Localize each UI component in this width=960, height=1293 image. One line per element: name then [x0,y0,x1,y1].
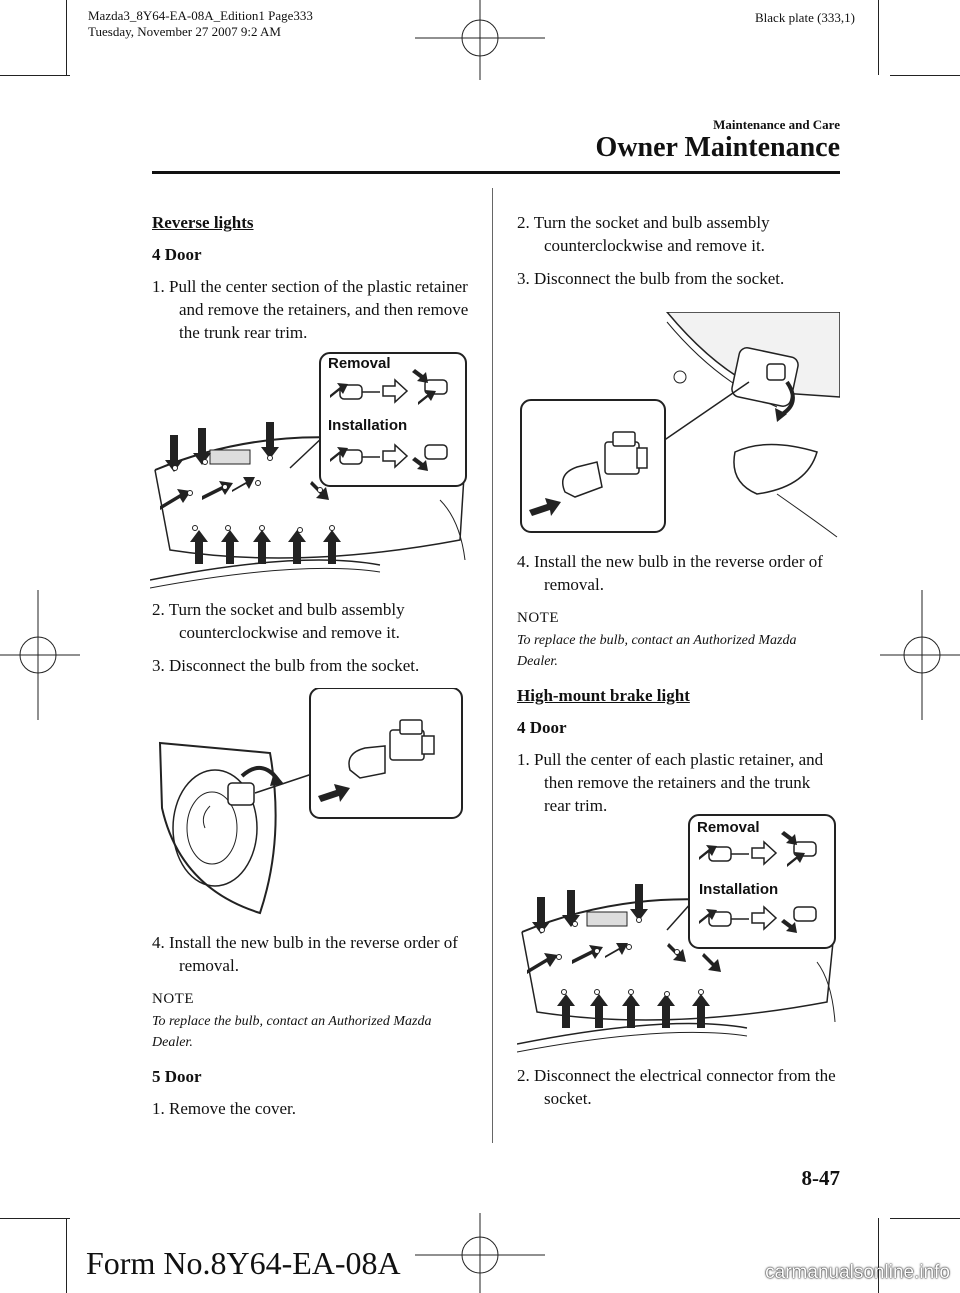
left-column [152,211,470,344]
figure-trunk-trim [150,350,470,590]
note-heading: NOTE [152,991,194,1007]
step-5-1: 1. Remove the cover. [152,1099,296,1118]
figure-5door-cover [517,312,840,542]
left-column-lower [152,931,470,1120]
crop-mark [66,1218,67,1293]
right-step-4: 4. Install the new bulb in the reverse order of removal. [517,552,823,594]
registration-mark-right [880,590,960,720]
crop-mark [0,1218,70,1219]
label-removal-2: Removal [697,819,760,836]
subheading-4-door: 4 Door [152,245,202,264]
file-date: Tuesday, November 27 2007 9:2 AM [88,24,281,39]
right-subheading-4-door: 4 Door [517,718,567,737]
note-body: To replace the bulb, contact an Authorized Mazda Dealer. [152,1014,432,1050]
section-heading-reverse-lights: Reverse lights [152,213,254,232]
subheading-5-door: 5 Door [152,1067,202,1086]
section-label: Maintenance and Care [713,117,840,132]
step-1: 1. Pull the center section of the plastic retainer and remove the retainers, and then remove the trunk rear trim. [152,277,469,342]
crop-mark [890,75,960,76]
section-heading-high-mount-brake-light: High-mount brake light [517,686,690,705]
label-removal: Removal [328,355,391,372]
right-column [517,211,840,290]
label-installation-2: Installation [699,881,779,898]
right-column-bottom [517,1064,840,1110]
registration-mark-left [0,590,80,720]
form-number: Form No.8Y64-EA-08A [86,1245,401,1281]
header-rule [152,171,840,174]
plate-info: Black plate (333,1) [755,10,855,25]
figure-lamp-socket [150,688,470,918]
crop-mark [890,1218,960,1219]
registration-mark-top [415,0,545,80]
step-3: 3. Disconnect the bulb from the socket. [152,656,420,675]
label-installation: Installation [328,417,408,434]
step-2: 2. Turn the socket and bulb assembly counterclockwise and remove it. [152,600,405,642]
crop-mark [66,0,67,75]
right-step-2b: 2. Disconnect the electrical connector from the socket. [517,1066,836,1108]
right-step-1: 1. Pull the center of each plastic retainer, and then remove the retainers and the trunk rear trim. [517,750,824,815]
figure-trunk-trim-brake [517,812,840,1057]
crop-mark [0,75,70,76]
file-name: Mazda3_8Y64-EA-08A_Edition1 Page333 [88,8,313,23]
right-note-heading: NOTE [517,610,559,626]
right-step-2: 2. Turn the socket and bulb assembly counterclockwise and remove it. [517,213,770,255]
right-step-3: 3. Disconnect the bulb from the socket. [517,269,785,288]
registration-mark-bottom [415,1213,545,1293]
left-column-cont [152,598,470,677]
crop-mark [878,0,879,75]
step-4: 4. Install the new bulb in the reverse order of removal. [152,933,458,975]
column-divider [492,188,493,1143]
watermark: carmanualsonline.info [765,1262,950,1283]
file-info [88,8,313,40]
right-column-mid [517,550,840,817]
page-number: 8-47 [801,1166,840,1190]
right-note-body: To replace the bulb, contact an Authorized Mazda Dealer. [517,633,797,669]
page-title: Owner Maintenance [595,132,840,163]
